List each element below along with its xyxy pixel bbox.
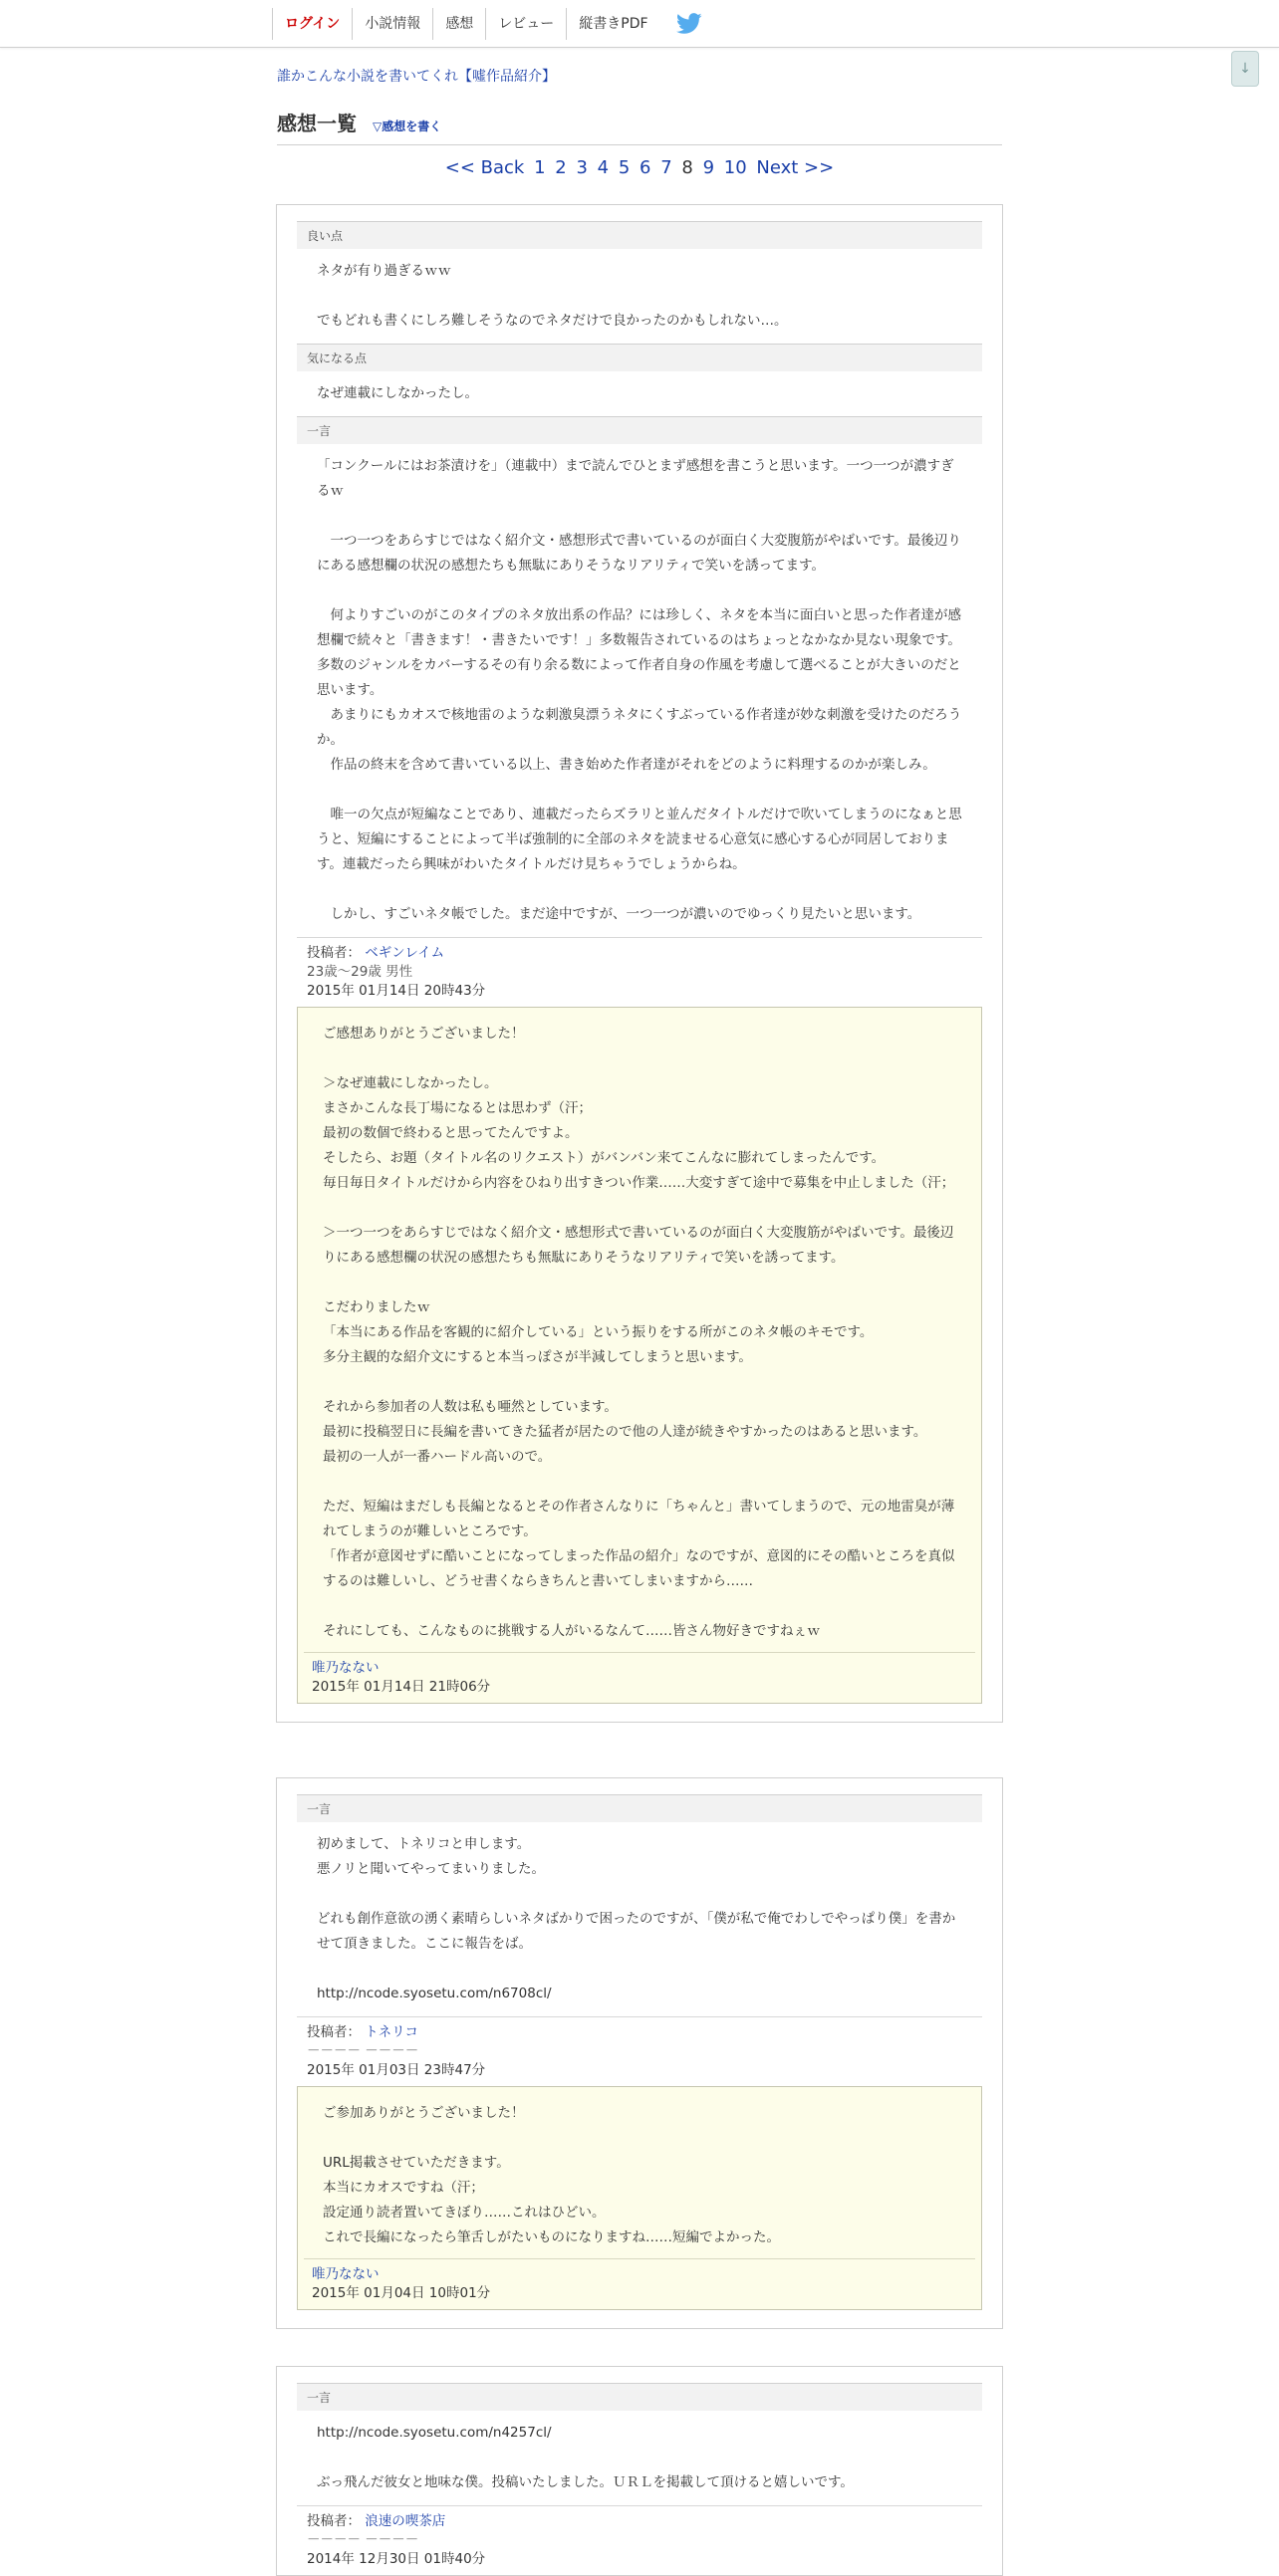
good-points-text: ネタが有り過ぎるｗｗ でもどれも書くにしろ難しそうなのでネタだけで良かったのかもしれない…。: [317, 263, 788, 329]
pager-page-1[interactable]: 1: [534, 157, 546, 178]
reply-date: 2015年 01月14日 21時06分: [312, 1679, 491, 1695]
pager-page-6[interactable]: 6: [640, 157, 651, 178]
post-date: 2015年 01月03日 23時47分: [307, 2062, 486, 2078]
scroll-down-button[interactable]: ↓: [1231, 51, 1259, 87]
review-card: [276, 1777, 1003, 2329]
comment-text: http://ncode.syosetu.com/n4257cl/ ぶっ飛んだ彼女と地味な僕。投稿いたしました。ＵＲＬを掲載して頂けると嬉しいです。: [317, 2425, 854, 2490]
reply-date: 2015年 01月04日 10時01分: [312, 2285, 491, 2301]
review-meta: [297, 2016, 982, 2086]
comment-label: 一言: [297, 416, 982, 444]
pager-page-2[interactable]: 2: [555, 157, 567, 178]
pager-page-9[interactable]: 9: [702, 157, 715, 178]
pager-next[interactable]: Next >>: [756, 157, 835, 178]
pager-page-5[interactable]: 5: [618, 157, 631, 178]
write-impression-link[interactable]: ▽感想を書く: [373, 119, 442, 133]
pager-page-7[interactable]: 7: [660, 157, 672, 178]
review-card: [276, 204, 1003, 1723]
concerns-label: 気になる点: [297, 344, 982, 371]
reply-text: ご参加ありがとうございました！ URL掲載させていただきます。 本当にカオスですね（汗； 設定通り読者置いてきぼり……これはひどい。 これで長編になったら筆舌しがたいものになりますね……短編でよかった。: [323, 2105, 780, 2245]
post-date: 2015年 01月14日 20時43分: [307, 983, 486, 999]
poster-name-link[interactable]: 浪速の喫茶店: [365, 2513, 446, 2529]
pager-page-10[interactable]: 10: [723, 157, 747, 178]
poster-age: 23歳～29歳 男性: [307, 964, 413, 980]
pagination: [277, 157, 1002, 178]
review-meta: [297, 2505, 982, 2575]
comment-label: 一言: [297, 1794, 982, 1822]
nav-vertical-pdf[interactable]: 縦書きPDF: [566, 8, 659, 40]
page-title: 感想一覧: [277, 112, 357, 135]
page-header: [277, 108, 1002, 145]
poster-name-link[interactable]: ベギンレイム: [365, 945, 445, 961]
pager-page-4[interactable]: 4: [597, 157, 610, 178]
poster-label: 投稿者：: [307, 2513, 361, 2529]
comment-label: 一言: [297, 2383, 982, 2411]
poster-label: 投稿者：: [307, 2024, 361, 2040]
post-date: 2014年 12月30日 01時40分: [307, 2551, 486, 2567]
author-reply: [297, 2086, 982, 2310]
pager-page-3[interactable]: 3: [576, 157, 588, 178]
good-points-label: 良い点: [297, 221, 982, 249]
pager-back[interactable]: << Back: [444, 157, 525, 178]
twitter-icon[interactable]: [674, 9, 704, 39]
poster-age: －－－－ －－－－: [307, 2043, 419, 2059]
poster-name-link[interactable]: トネリコ: [365, 2024, 418, 2040]
top-nav-bar: [0, 0, 1279, 48]
reply-author-link[interactable]: 唯乃なない: [312, 2266, 380, 2282]
reply-meta: [304, 1652, 975, 1703]
comment-text: 「コンクールにはお茶漬けを」（連載中）まで読んでひとまず感想を書こうと思います。一つ一つが濃すぎるｗ 一つ一つをあらすじではなく紹介文・感想形式で書いているのが面白く大変腹筋がやばいです。最後辺りにある感想欄の状況の感想たちも無駄にありそうなリアリティで笑いを誘ってます。 何よりすごいのがこのタイプのネタ放出系の作品？には珍しく、ネタを本当に面白いと思った作者達が感想欄で続々と「書きます！・書きたいです！」多数報告されているのはちょっとなかなか見ない現象です。多数のジャンルをカバーするその有り余る数によって作者自身の作風を考慮して選べることが大きいのだと思います。 あまりにもカオスで核地雷のような刺激臭漂うネタにくすぶっている作者達が妙な刺激を受けたのだろうか。 作品の終末を含めて書いている以上、書き始めた作者達がそれをどのように料理するのかが楽しみ。 唯一の欠点が短編なことであり、連載だったらズラリと並んだタイトルだけで吹いてしまうのになぁと思うと、短編にすることによって半ば強制的に全部のネタを読ませる心意気に感心する心が同居しております。連載だったら興味がわいたタイトルだけ見ちゃうでしょうからね。 しかし、すごいネタ帳でした。まだ途中ですが、一つ一つが濃いのでゆっくり見たいと思います。: [317, 458, 962, 922]
reply-meta: [304, 2258, 975, 2309]
review-card: [276, 2366, 1003, 2576]
author-reply: [297, 1007, 982, 1704]
pager-current-page: 8: [681, 157, 693, 178]
nav-novel-info[interactable]: 小説情報: [352, 8, 432, 40]
comment-text: 初めまして、トネリコと申します。 悪ノリと聞いてやってまいりました。 どれも創作意欲の湧く素晴らしいネタばかりで困ったのですが、「僕が私で俺でわしでやっぱり僕」を書かせて頂きました。ここに報告をば。 http://ncode.syosetu.com/n6708cl/: [317, 1836, 956, 2001]
nav-menu: [272, 8, 704, 40]
reply-text: ご感想ありがとうございました！ ＞なぜ連載にしなかったし。 まさかこんな長丁場になるとは思わず（汗； 最初の数個で終わると思ってたんですよ。 そしたら、お題（タイトル名のリクエスト）がバンバン来てこんなに膨れてしまったんです。 毎日毎日タイトルだけから内容をひねり出すきつい作業……大変すぎて途中で募集を中止しました（汗； ＞一つ一つをあらすじではなく紹介文・感想形式で書いているのが面白く大変腹筋がやばいです。最後辺りにある感想欄の状況の感想たちも無駄にありそうなリアリティで笑いを誘ってます。 こだわりましたｗ 「本当にある作品を客観的に紹介している」という振りをする所がこのネタ帳のキモです。 多分主観的な紹介文にすると本当っぽさが半減してしまうと思います。 それから参加者の人数は私も唖然としています。 最初に投稿翌日に長編を書いてきた猛者が居たので他の人達が続きやすかったのはあると思います。 最初の一人が一番ハードル高いので。 ただ、短編はまだしも長編となるとその作者さんなりに「ちゃんと」書いてしまうので、元の地雷臭が薄れてしまうのが難しいところです。 「作者が意図せずに酷いことになってしまった作品の紹介」なのですが、意図的にその酷いところを真似するのは難しいし、どうせ書くならきちんと書いてしまいますから…… それにしても、こんなものに挑戦する人がいるなんて……皆さん物好きですねぇｗ: [323, 1026, 955, 1639]
concerns-text: なぜ連載にしなかったし。: [317, 385, 478, 401]
nav-login[interactable]: ログイン: [272, 8, 352, 40]
poster-age: －－－－ －－－－: [307, 2532, 419, 2548]
review-meta: [297, 937, 982, 1007]
nav-review[interactable]: レビュー: [485, 8, 566, 40]
nav-impressions[interactable]: 感想: [432, 8, 485, 40]
novel-title-link[interactable]: 誰かこんな小説を書いてくれ【噓作品紹介】: [277, 69, 556, 85]
poster-label: 投稿者：: [307, 945, 361, 961]
reply-author-link[interactable]: 唯乃なない: [312, 1660, 380, 1676]
